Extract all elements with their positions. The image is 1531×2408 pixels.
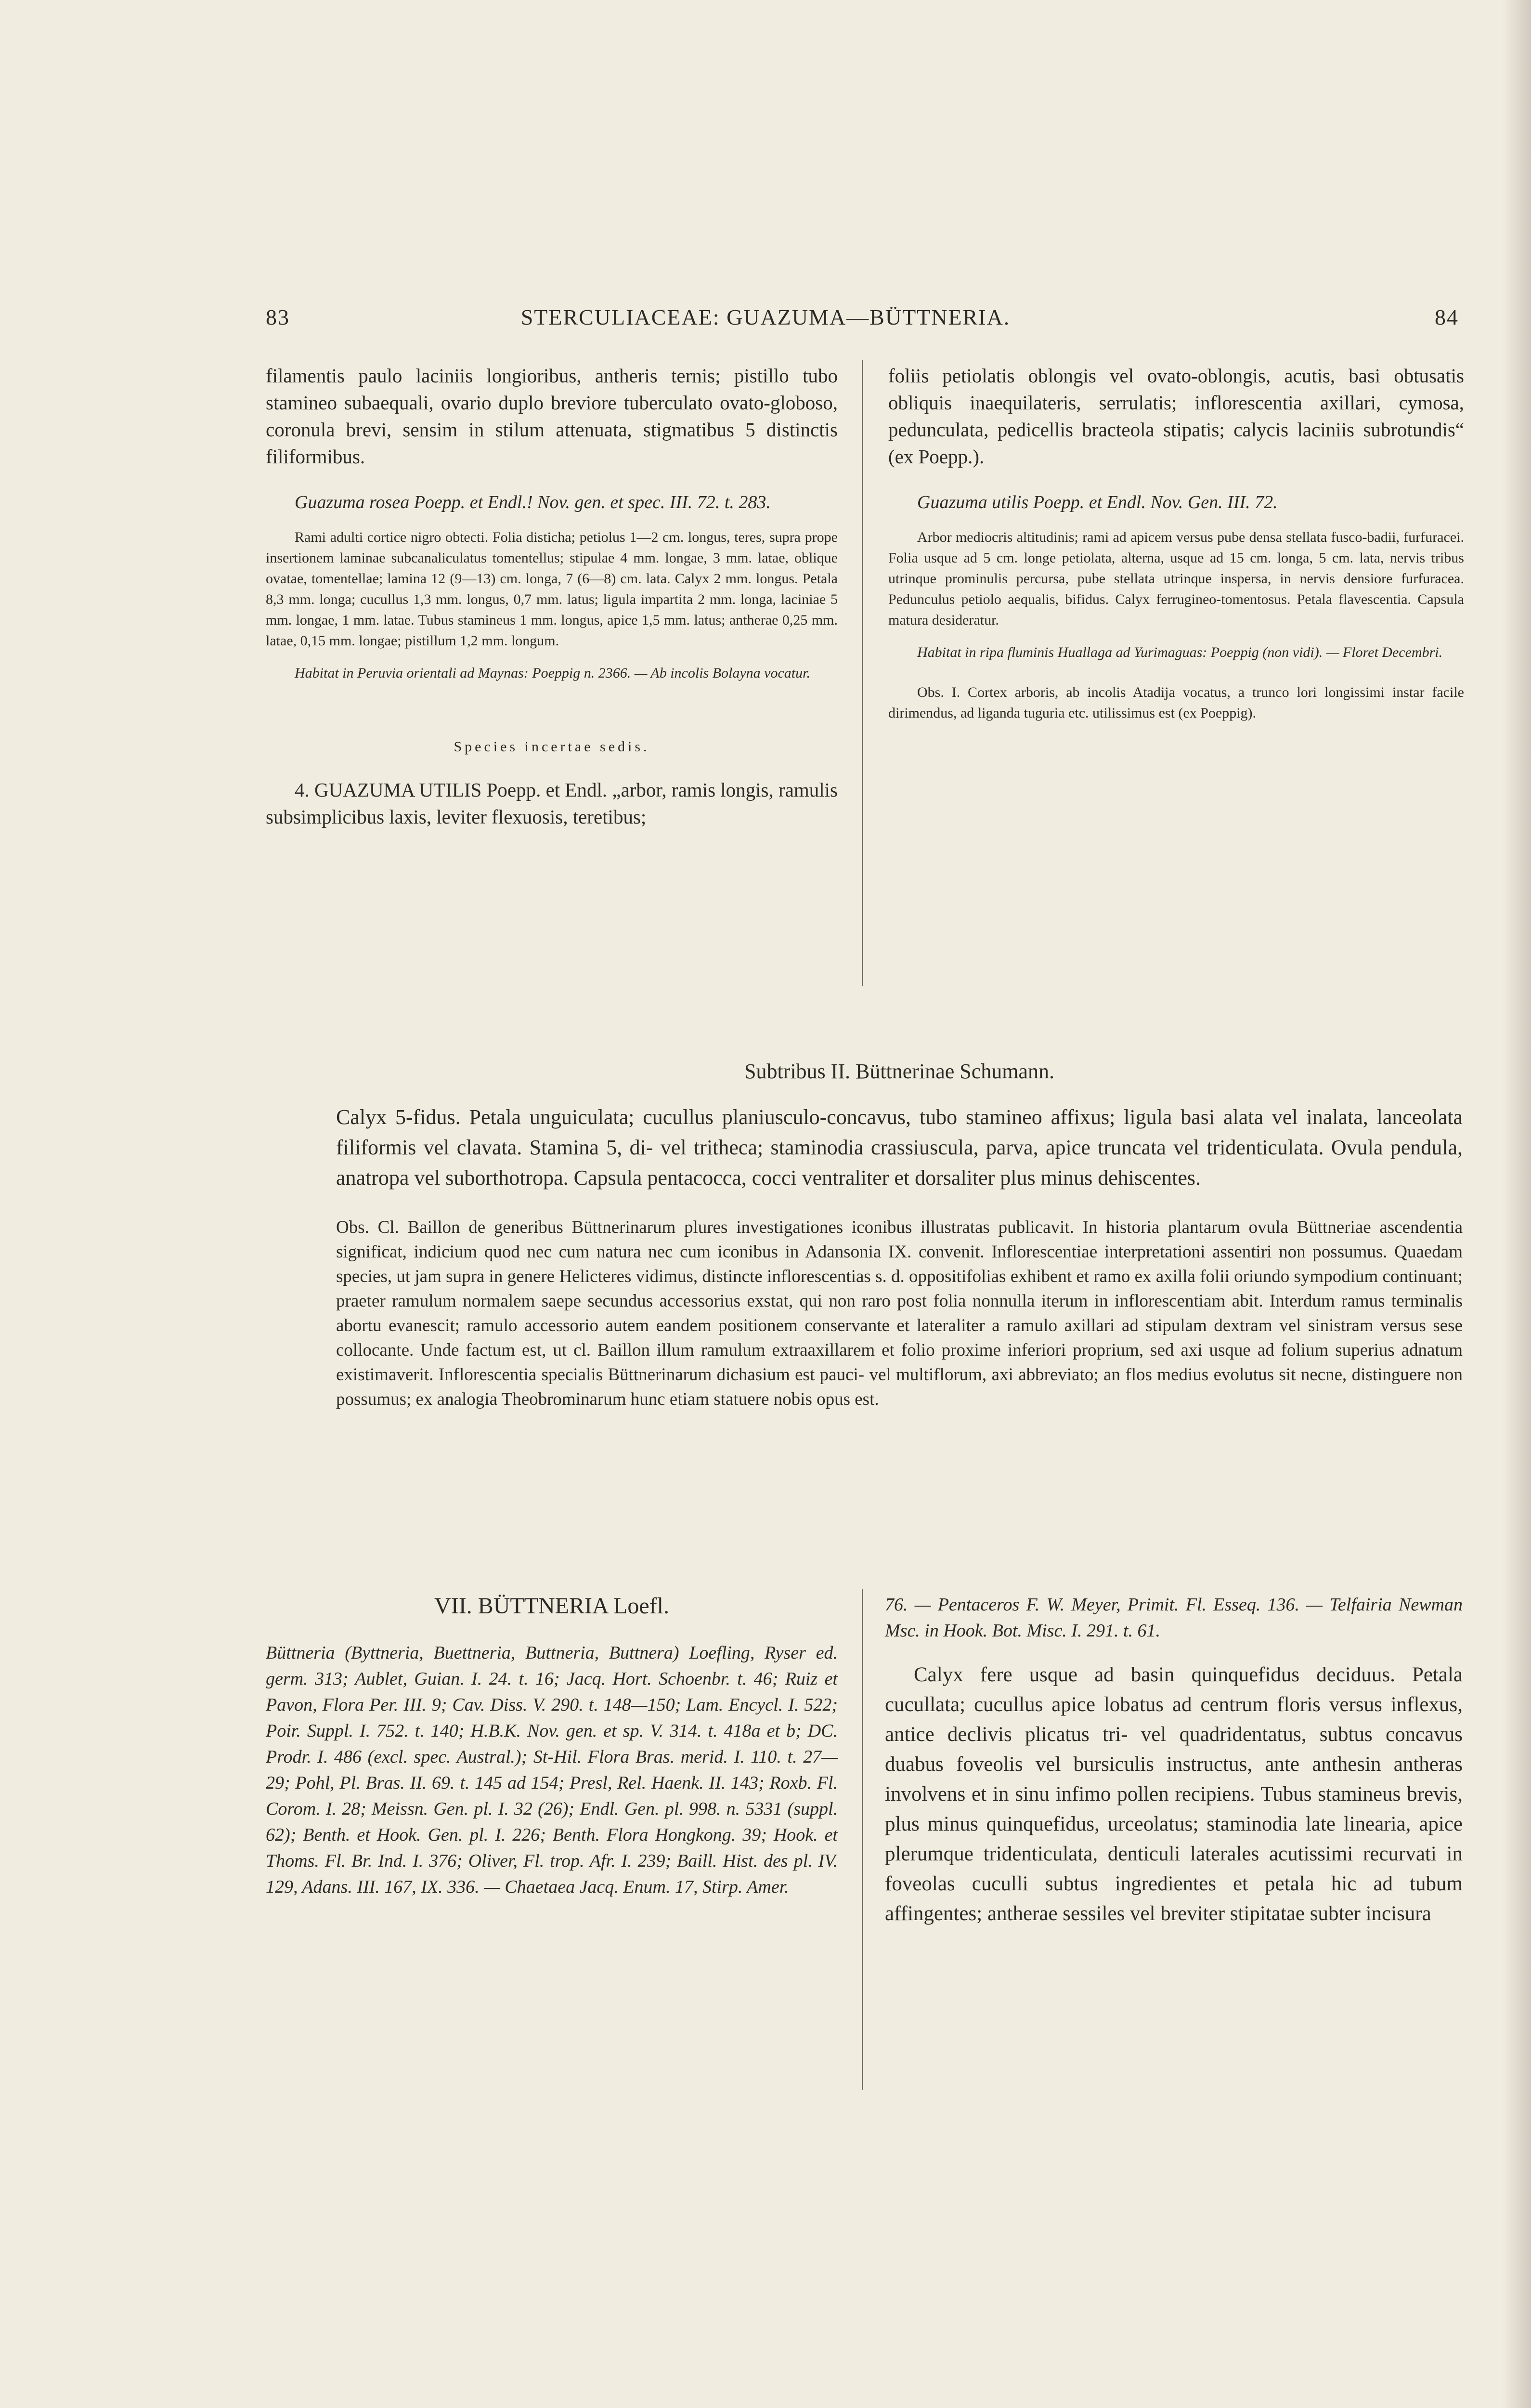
species-incertae-heading: Species incertae sedis. [454,739,650,755]
top-left-column [266,362,838,830]
habitat-guazuma-utilis: Habitat in ripa fluminis Huallaga ad Yurimaguas: Poeppig (non vidi). — Floret Decembri. [917,644,1443,660]
species-guazuma-utilis: 4. GUAZUMA UTILIS Poepp. et Endl. „arbor, ramis longis, ramulis subsimplicibus laxis, leviter flexuosis, teretibus; [266,779,838,828]
genus-synonymy: Büttneria (Byttneria, Buettneria, Buttneria, Buttnera) Loefling, Ryser ed. germ. 313; Aublet, Guian. I. 24. t. 16; Jacq. Hort. Schoenbr. t. 46; Ruiz et Pavon, Flora Per. III. 9; Cav. Diss. V. 290. t. 148—150; Lam. Encycl. I. 522; Poir. Suppl. I. 752. t. 140; H.B.K. Nov. gen. et sp. V. 314. t. 418a et b; DC. Prodr. I. 486 (excl. spec. Austral.); St-Hil. Flora Bras. merid. I. 110. t. 27—29; Pohl, Pl. Bras. II. 69. t. 145 ad 154; Presl, Rel. Haenk. II. 143; Roxb. Fl. Corom. I. 28; Meissn. Gen. pl. I. 32 (26); Endl. Gen. pl. 998. n. 5331 (suppl. 62); Benth. et Hook. Gen. pl. I. 226; Benth. Flora Hongkong. 39; Hook. et Thoms. Fl. Br. Ind. I. 376; Oliver, Fl. trop. Afr. I. 239; Baill. Hist. des pl. IV. 129, Adans. III. 167, IX. 336. — Chaetaea Jacq. Enum. 17, Stirp. Amer. [266,1643,838,1897]
reference-guazuma-utilis: Guazuma utilis Poepp. et Endl. Nov. Gen. III. 72. [917,492,1278,512]
subtribus-observation: Obs. Cl. Baillon de generibus Büttnerinarum plures investigationes iconibus illustratas publicavit. In historia plantarum ovula Büttneriae ascendentia significat, indicium quod nec cum natura nec cum iconibus in Adansonia IX. convenit. Inflorescentiae interpretationi assentiri non possumus. Quaedam species, ut jam supra in genere Helicteres vidimus, distincte inflorescentias s. d. oppositifolias exhibent et ramo ex axilla folii oriundo sympodium continuant; praeter ramulum normalem saepe secundus accessorius exstat, qui non raro post folia nonnulla iterum in inflorescentiam abit. Interdum ramus terminalis abortu evanescit; ramulo accessorio autem eandem positionem conservante et lateraliter a ramulo axillari ad stipulam dextram vel sinistram versus sese collocante. Unde factum est, ut cl. Baillon illum ramulum extraaxillarem et folio proxime inferiori proprium, sed axi usque ad folium superius adnatum existimaverit. Inflorescentia specialis Büttnerinarum dichasium est pauci- vel multiflorum, axi abbreviato; an flos medius evolutus sit necne, distinguere non possumus; ex analogia Theobrominarum hunc etiam statuere nobis opus est. [336,1217,1463,1409]
genus-description: Calyx fere usque ad basin quinquefidus deciduus. Petala cucullata; cucullus apice lobatus ad centrum floris versus inflexus, antice declivis plicatus tri- vel quadridentatus, subtus concavus duabus foveolis vel bursiculis instructus, ante anthesin antheras involvens et in sinu infimo pollen recipiens. Tubus stamineus brevis, plus minus quinquefidus, urceolatus; staminodia late linearia, apice plerumque tridenticulata, denticuli laterales acutissimi recurvati in foveolas cuculli subtus ingredientes et petala hic ad tubum affingentes; antherae sessiles vel breviter stipitatae subter incisura [885,1663,1463,1925]
subtribus-diagnosis: Calyx 5-fidus. Petala unguiculata; cucullus planiusculo-concavus, tubo stamineo affixus; ligula basi alata vel inalata, lanceolata filiformis vel clavata. Stamina 5, di- vel tritheca; staminodia crassiuscula, parva, apice truncata vel tridenticulata. Ovula pendula, anatropa vel suborthotropa. Capsula pentacocca, cocci ventraliter et dorsaliter plus minus dehiscentes. [336,1105,1463,1190]
genus-synonymy-continued: 76. — Pentaceros F. W. Meyer, Primit. Fl. Esseq. 136. — Telfairia Newman Msc. in Hook. Bot. Misc. I. 291. t. 61. [885,1595,1463,1641]
description-guazuma-rosea: Rami adulti cortice nigro obtecti. Folia disticha; petiolus 1—2 cm. longus, teres, supra prope insertionem laminae subcanaliculatus tomentellus; stipulae 4 mm. longae, 3 mm. latae, oblique ovatae, tomentellae; lamina 12 (9—13) cm. longa, 7 (6—8) cm. lata. Calyx 2 mm. longus. Petala 8,3 mm. longa; cucullus 1,3 mm. longus, 0,7 mm. latus; ligula impartita 2 mm. longa, laciniae 5 mm. longae, 1 mm. latae. Tubus stamineus 1 mm. longus, apice 1,5 mm. latus; antherae 0,25 mm. latae, 0,15 mm. longae; pistillum 1,2 mm. longum. [266,529,838,649]
habitat-guazuma-rosea: Habitat in Peruvia orientali ad Maynas: Poeppig n. 2366. — Ab incolis Bolayna vocatur. [295,665,810,681]
reference-guazuma-rosea: Guazuma rosea Poepp. et Endl.! Nov. gen. et spec. III. 72. t. 283. [295,492,771,512]
subtribus-heading: Subtribus II. Büttnerinae Schumann. [744,1060,1054,1083]
page-number-right: 84 [1435,305,1459,329]
column-divider-top [862,360,863,986]
description-continuation: filamentis paulo laciniis longioribus, antheris ternis; pistillo tubo stamineo subaequali, ovario duplo breviore tuberculato ovato-globoso, coronula brevi, sensim in stilum attenuata, stigmatibus 5 distinctis filiformibus. [266,365,838,468]
running-head [0,304,1531,333]
top-right-column [888,362,1464,723]
bottom-left-column [266,1592,838,1900]
column-divider-bottom [862,1589,863,2090]
bottom-right-column [885,1592,1463,1929]
page-edge-shadow [1502,0,1531,2408]
subtribus-section [336,1059,1463,1412]
observation-cortex: Obs. I. Cortex arboris, ab incolis Atadija vocatus, a trunco lori longissimi instar facile dirimendus, ad liganda tuguria etc. utilissimus est (ex Poeppig). [888,684,1464,721]
genus-heading: VII. BÜTTNERIA Loefl. [434,1593,669,1619]
description-guazuma-utilis: foliis petiolatis oblongis vel ovato-oblongis, acutis, basi obtusatis obliquis inaequilateris, serrulatis; inflorescentia axillari, cymosa, pedunculata, pedicellis bracteola stipatis; calycis laciniis subrotundis“ (ex Poepp.). [888,365,1464,468]
running-title: STERCULIACEAE: GUAZUMA—BÜTTNERIA. [520,305,1011,329]
detailed-description-utilis: Arbor mediocris altitudinis; rami ad apicem versus pube densa stellata fusco-badii, furfuracei. Folia usque ad 5 cm. longe petiolata, alterna, usque ad 15 cm. longa, 5 cm. lata, nervis tribus utrinque prominulis percursa, pube stellata utrinque inspersa, in nervis densiore furfuracea. Pedunculus petiolo aequalis, bifidus. Calyx ferrugineo-tomentosus. Petala flavescentia. Capsula matura desideratur. [888,529,1464,628]
page-number-left: 83 [266,305,290,329]
